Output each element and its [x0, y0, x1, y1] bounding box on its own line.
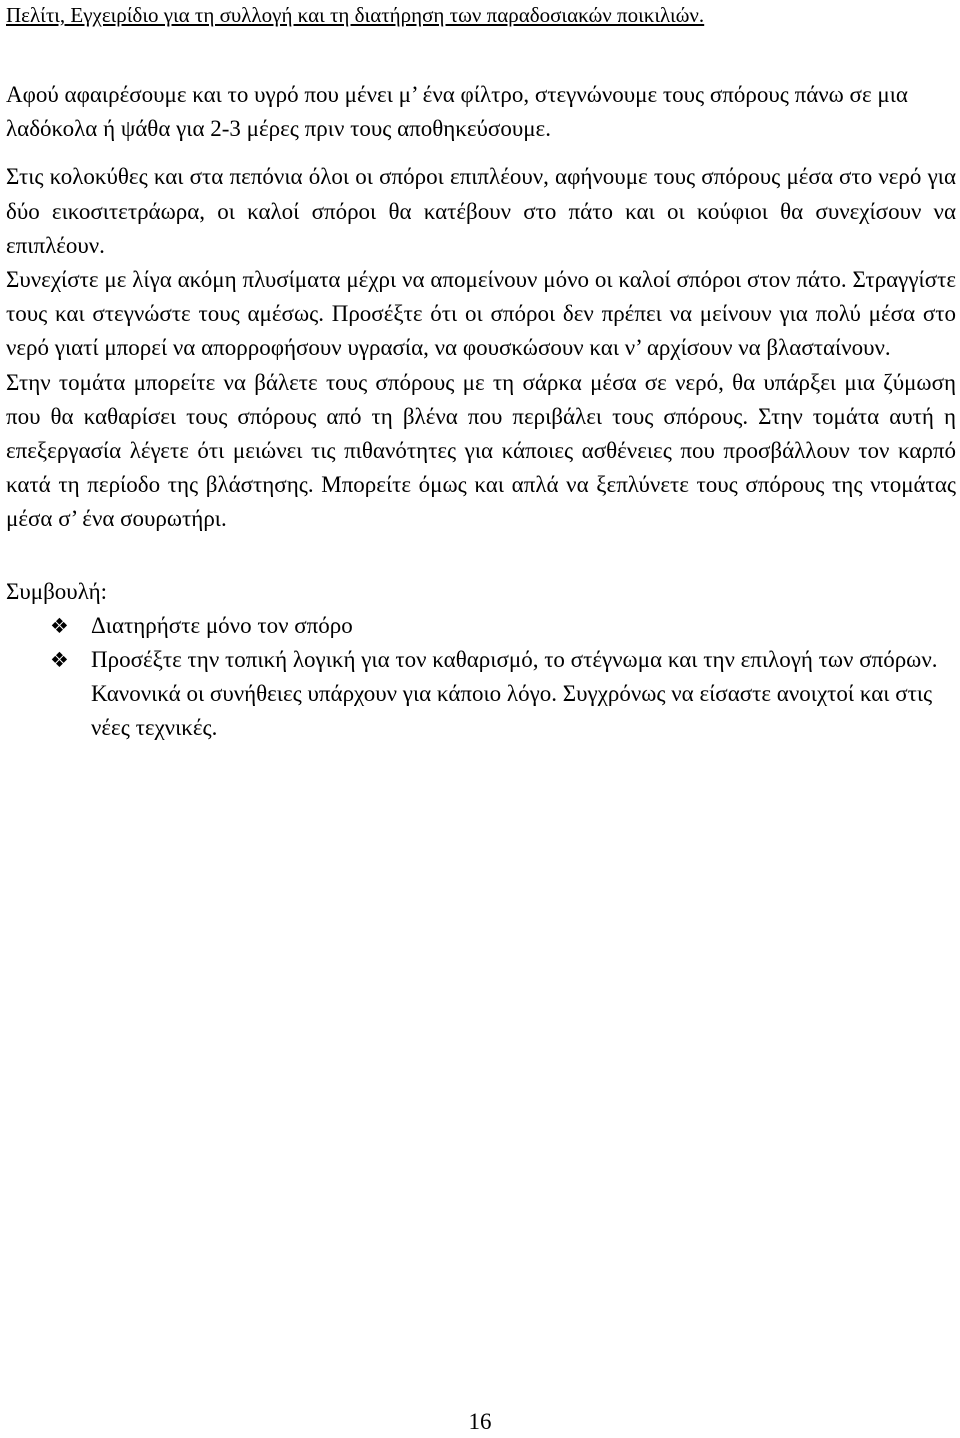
section-spacer	[6, 537, 956, 575]
paragraph-rinsing: Συνεχίστε με λίγα ακόμη πλυσίματα μέχρι να απομείνουν μόνο οι καλοί σπόροι στον πάτο. Στραγγίστε τους και στεγνώστε τους αμέσως. Προσέξτε ότι οι σπόροι δεν πρέπει να μείνουν για πολύ μέσα στο νερό γιατί μπορεί να απορροφήσουν υγρασία, να φουσκώσουν και ν’ αρχίσουν να βλασταίνουν.	[6, 267, 956, 361]
list-item	[6, 609, 956, 643]
tip-list	[6, 609, 956, 746]
list-item	[6, 643, 956, 746]
document-body	[6, 78, 956, 746]
tip-label: Συμβουλή:	[6, 578, 108, 604]
page-number: 16	[468, 1409, 492, 1434]
tip-text: Προσέξτε την τοπική λογική για τον καθαρισμό, το στέγνωμα και την επιλογή των σπόρων. Κανονικά οι συνήθειες υπάρχουν για κάποιο λόγο. Συγχρόνως να είσαστε ανοιχτοί και στις νέες τεχνικές.	[91, 647, 938, 741]
diamond-bullet-icon: ❖	[50, 648, 69, 673]
paragraph-spacer	[6, 146, 956, 160]
document-header: Πελίτι, Εγχειρίδιο για τη συλλογή και τη διατήρηση των παραδοσιακών ποικιλιών.	[6, 3, 705, 27]
paragraph-drying: Αφού αφαιρέσουμε και το υγρό που μένει μ’ ένα φίλτρο, στεγνώνουμε τους σπόρους πάνω σε μια λαδόκολα ή ψάθα για 2-3 μέρες πριν τους αποθηκεύσουμε.	[6, 82, 908, 142]
tip-text: Διατηρήστε μόνο τον σπόρο	[91, 612, 353, 638]
paragraph-tomato: Στην τομάτα μπορείτε να βάλετε τους σπόρους με τη σάρκα μέσα σε νερό, θα υπάρξει μια ζύμωση που θα καθαρίσει τους σπόρους από τη βλένα που περιβάλει τους σπόρους. Στην τομάτα αυτή η επεξεργασία λέγετε ότι μειώνει τις πιθανότητες για κάποιες ασθένειες που προσβάλλουν τον καρπό κατά τη περίοδο της βλάστησης. Μπορείτε όμως και απλά να ξεπλύνετε τους σπόρους της ντομάτας μέσα σ’ ένα σουρωτήρι.	[6, 369, 956, 532]
diamond-bullet-icon: ❖	[50, 613, 69, 638]
paragraph-pumpkins: Στις κολοκύθες και στα πεπόνια όλοι οι σπόροι επιπλέουν, αφήνουμε τους σπόρους μέσα στο νερό για δύο εικοσιτετράωρα, οι καλοί σπόροι θα κατέβουν στο πάτο και οι κούφιοι θα συνεχίσουν να επιπλέουν.	[6, 164, 956, 258]
